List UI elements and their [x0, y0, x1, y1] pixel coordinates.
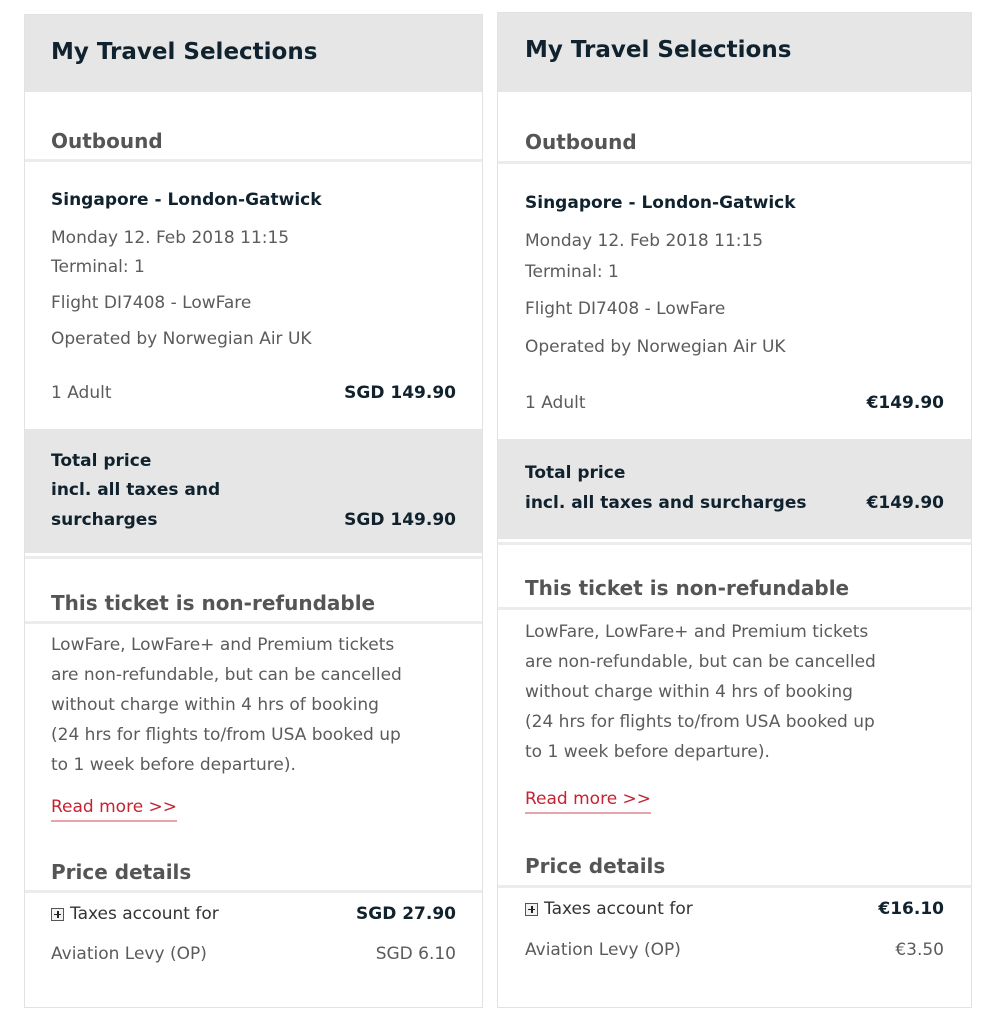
- taxes-amount: €16.10: [878, 899, 944, 919]
- total-price-amount: €149.90: [866, 493, 944, 513]
- read-more-link[interactable]: Read more >>: [51, 797, 177, 822]
- refund-heading: This ticket is non-refundable: [51, 591, 376, 615]
- levy-label: Aviation Levy (OP): [51, 944, 207, 964]
- total-price-label: Total price: [51, 451, 152, 471]
- total-price-amount: SGD 149.90: [344, 510, 456, 530]
- travel-selections-panel-sgd: [24, 14, 483, 1008]
- read-more-link[interactable]: Read more >>: [525, 789, 651, 814]
- total-price-box: [498, 439, 971, 539]
- divider: [25, 621, 482, 624]
- panel-header: [25, 15, 482, 92]
- levy-amount: SGD 6.10: [375, 944, 456, 964]
- refund-text: LowFare, LowFare+ and Premium tickets are non-refundable, but can be cancelled without charge within 4 hrs of booking (24 hrs for flights to/from USA booked up to 1 week before departure).: [525, 622, 876, 762]
- operator: Operated by Norwegian Air UK: [525, 337, 786, 357]
- route: Singapore - London-Gatwick: [525, 193, 796, 213]
- total-price-box: [25, 429, 482, 553]
- panel-header: [498, 13, 971, 92]
- fare-amount: €149.90: [866, 393, 944, 413]
- divider: [498, 885, 971, 888]
- price-details-heading: Price details: [525, 854, 666, 878]
- flight-info: Flight DI7408 - LowFare: [525, 299, 726, 319]
- terminal: Terminal: 1: [51, 257, 145, 277]
- levy-amount: €3.50: [895, 940, 944, 960]
- route: Singapore - London-Gatwick: [51, 190, 322, 210]
- outbound-heading: Outbound: [51, 129, 163, 153]
- fare-amount: SGD 149.90: [344, 383, 456, 403]
- refund-text: LowFare, LowFare+ and Premium tickets are non-refundable, but can be cancelled without charge within 4 hrs of booking (24 hrs for flights to/from USA booked up to 1 week before departure).: [51, 635, 402, 775]
- taxes-amount: SGD 27.90: [356, 904, 456, 924]
- levy-label: Aviation Levy (OP): [525, 940, 681, 960]
- departure-datetime: Monday 12. Feb 2018 11:15: [51, 228, 290, 248]
- travel-selections-panel-eur: [497, 12, 972, 1008]
- divider: [25, 556, 482, 559]
- outbound-heading: Outbound: [525, 130, 637, 154]
- total-price-label: surcharges: [51, 510, 158, 530]
- refund-heading: This ticket is non-refundable: [525, 576, 850, 600]
- taxes-expander[interactable]: [525, 899, 693, 919]
- taxes-label: Taxes account for: [70, 904, 219, 924]
- plus-box-icon: [525, 903, 538, 916]
- passenger-count: 1 Adult: [51, 383, 112, 403]
- divider: [25, 159, 482, 162]
- price-details-heading: Price details: [51, 860, 192, 884]
- panel-title: My Travel Selections: [525, 37, 792, 63]
- total-price-label: incl. all taxes and: [51, 480, 221, 500]
- divider: [498, 161, 971, 164]
- plus-box-icon: [51, 908, 64, 921]
- total-price-label: Total price: [525, 463, 626, 483]
- divider: [498, 607, 971, 610]
- taxes-label: Taxes account for: [544, 899, 693, 919]
- divider: [498, 542, 971, 545]
- flight-info: Flight DI7408 - LowFare: [51, 293, 252, 313]
- terminal: Terminal: 1: [525, 262, 619, 282]
- total-price-label: incl. all taxes and surcharges: [525, 493, 807, 513]
- divider: [25, 890, 482, 893]
- operator: Operated by Norwegian Air UK: [51, 329, 312, 349]
- panel-title: My Travel Selections: [51, 39, 318, 65]
- taxes-expander[interactable]: [51, 904, 219, 924]
- passenger-count: 1 Adult: [525, 393, 586, 413]
- departure-datetime: Monday 12. Feb 2018 11:15: [525, 231, 764, 251]
